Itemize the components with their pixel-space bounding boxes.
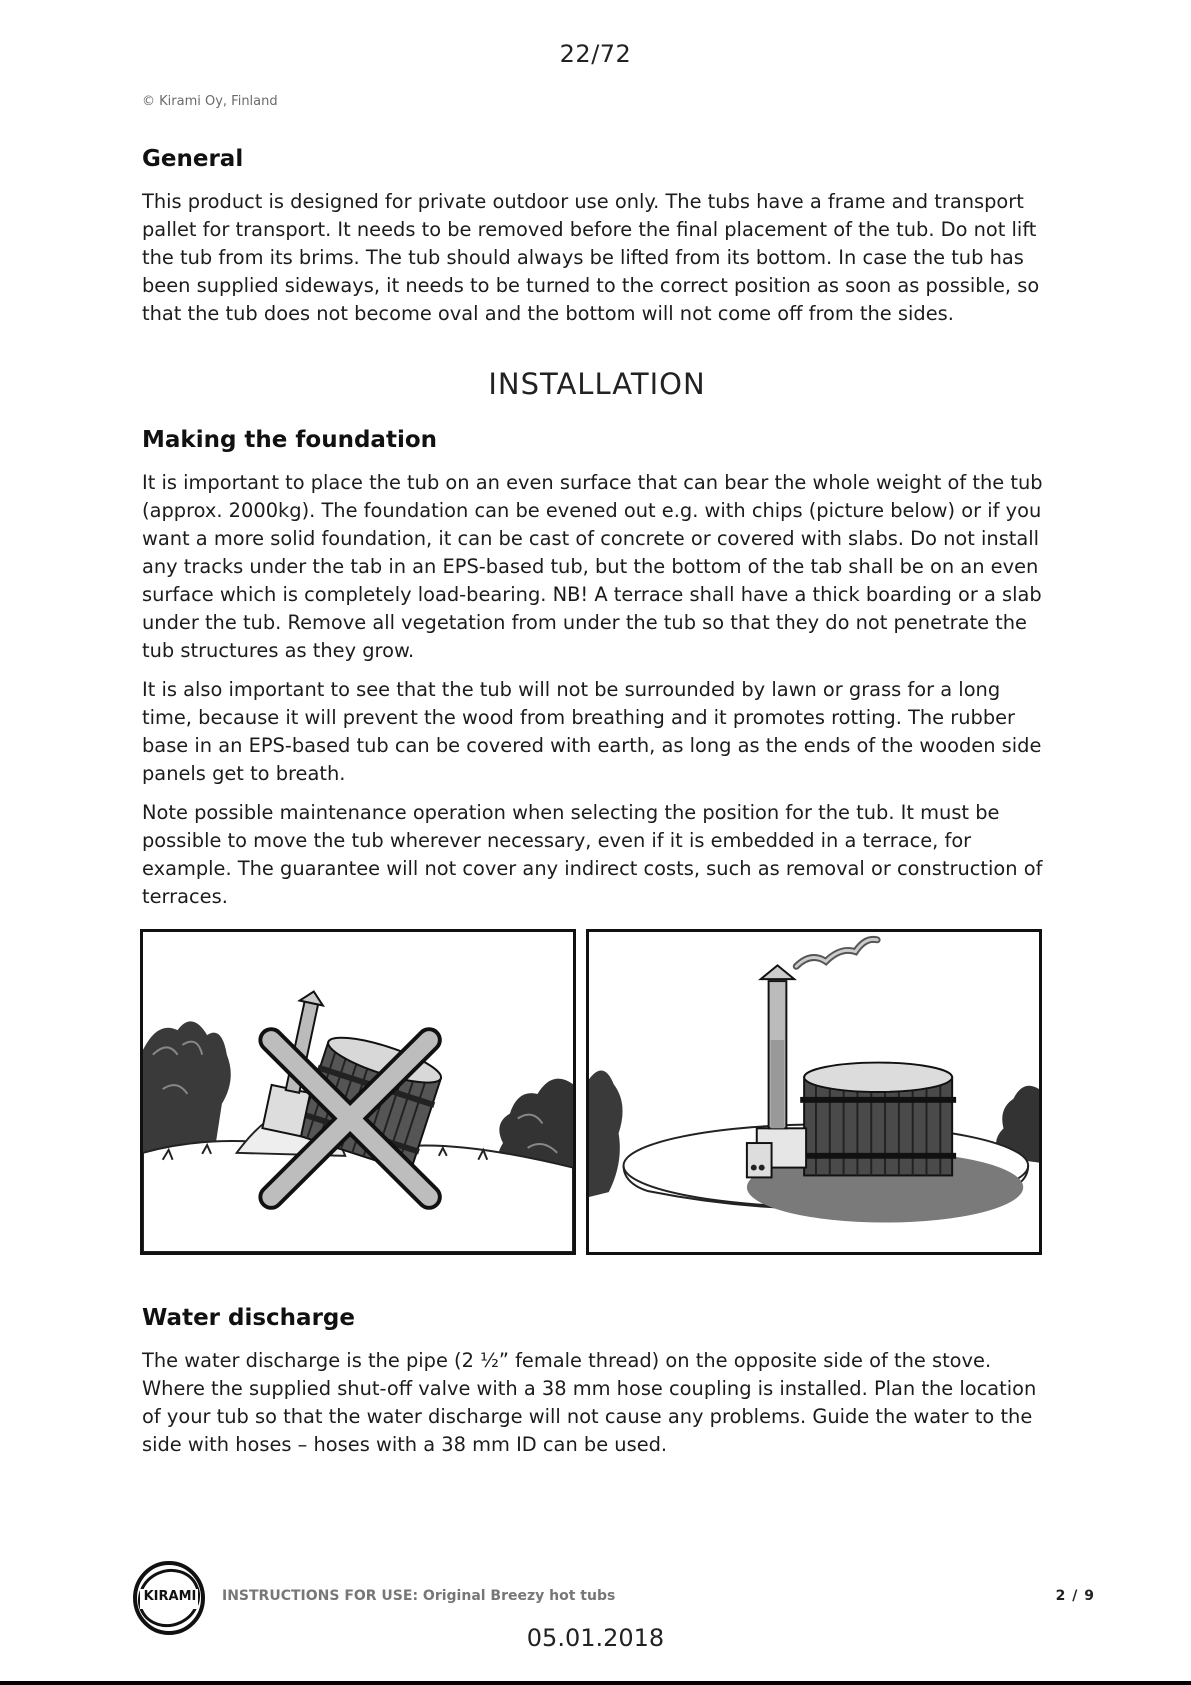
correct-placement-illustration: [586, 929, 1042, 1255]
footer-page-number: 2 / 9: [1055, 1588, 1095, 1604]
logo-wordmark: KIRAMI: [143, 1589, 197, 1604]
installation-title: INSTALLATION: [488, 367, 706, 401]
bottom-edge-rule: [0, 1681, 1191, 1685]
foundation-paragraph-3: Note possible maintenance operation when selecting the position for the tub. It must be possible to move the tub wherever necessary, even if it is embedded in a terrace, for example. The guarantee will not cover any indirect costs, such as removal or construction of terraces.: [142, 801, 1043, 908]
foundation-paragraph-2: It is also important to see that the tub will not be surrounded by lawn or grass for a long time, because it will prevent the wood from breathing and it promotes rotting. The rubber base in an EPS-based tub can be covered with earth, as long as the ends of the wooden side panels get to breath.: [142, 678, 1042, 785]
general-paragraph: This product is designed for private outdoor use only. The tubs have a frame and transport pallet for transport. It needs to be removed before the final placement of the tub. Do not lift the tub from its brims. The tub should always be lifted from its bottom. In case the tub has been supplied sideways, it needs to be turned to the correct position as soon as possible, so that the tub does not become oval and the bottom will not come off from the sides.: [142, 190, 1040, 325]
general-heading: General: [142, 146, 244, 172]
document-content: [142, 146, 1052, 1470]
footer-document-title: INSTRUCTIONS FOR USE: Original Breezy hot tubs: [222, 1588, 616, 1604]
foundation-heading: Making the foundation: [142, 427, 438, 453]
page-counter: 22/72: [559, 40, 632, 68]
foundation-illustrations: [140, 929, 1042, 1255]
footer-date: 05.01.2018: [526, 1624, 665, 1652]
water-discharge-heading: Water discharge: [142, 1305, 355, 1331]
foundation-paragraph-1: It is important to place the tub on an even surface that can bear the whole weight of the tub (approx. 2000kg). The foundation can be evened out e.g. with chips (picture below) or if you want a more solid foundation, it can be cast of concrete or covered with slabs. Do not install any tracks under the tab in an EPS-based tub, but the bottom of the tab shall be on an even surface which is completely load-bearing. NB! A terrace shall have a thick boarding or a slab under the tub. Remove all vegetation from under the tub so that they do not penetrate the tub structures as they grow.: [142, 471, 1043, 662]
incorrect-placement-illustration: [140, 929, 576, 1255]
water-discharge-paragraph: The water discharge is the pipe (2 ½” female thread) on the opposite side of the stove. Where the supplied shut-off valve with a 38 mm hose coupling is installed. Plan the location of your tub so that the water discharge will not cause any problems. Guide the water to the side with hoses – hoses with a 38 mm ID can be used.: [142, 1349, 1037, 1456]
copyright-notice: © Kirami Oy, Finland: [142, 94, 278, 109]
